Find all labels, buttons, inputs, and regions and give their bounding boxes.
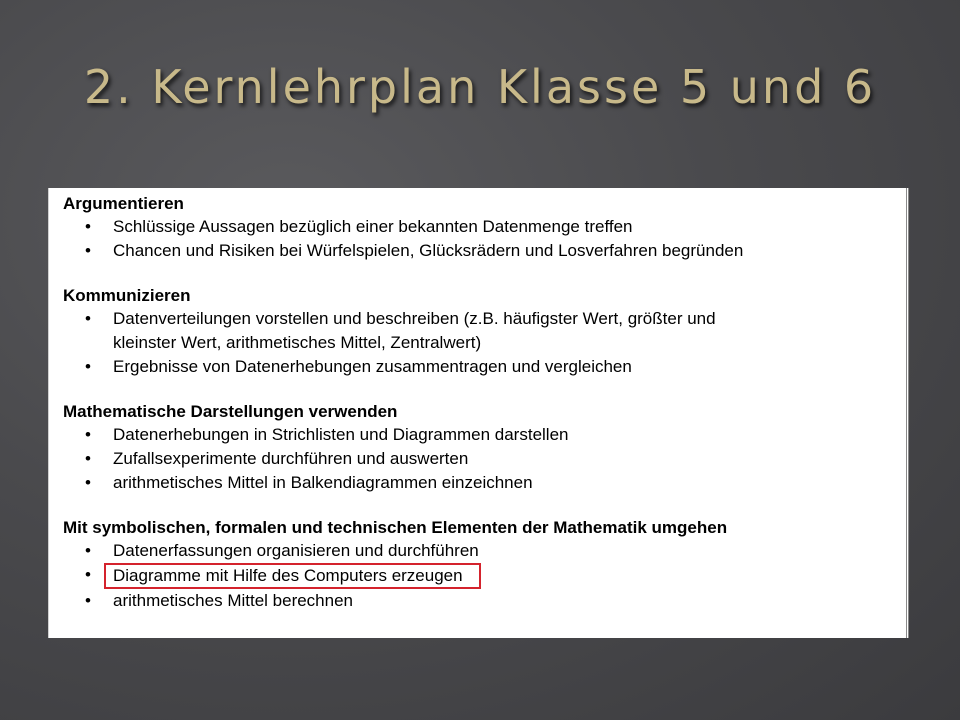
list-item — [63, 239, 906, 263]
section-symbolisch — [63, 516, 906, 613]
list-item — [63, 539, 906, 563]
list-item — [63, 307, 906, 331]
bullet-icon: • — [85, 449, 91, 468]
section-heading: Mathematische Darstellungen verwenden — [63, 402, 398, 421]
item-text: Datenerhebungen in Strichlisten und Diagrammen darstellen — [113, 425, 569, 444]
item-text: arithmetisches Mittel berechnen — [113, 591, 354, 610]
list-item-highlighted — [63, 563, 906, 589]
item-text: kleinster Wert, arithmetisches Mittel, Zentralwert) — [113, 333, 482, 352]
section-heading: Kommunizieren — [63, 286, 191, 305]
bullet-icon: • — [85, 309, 91, 328]
section-argumentieren — [63, 192, 906, 263]
list-item — [63, 215, 906, 239]
item-list — [63, 539, 906, 613]
section-heading: Mit symbolischen, formalen und technischen Elementen der Mathematik umgehen — [63, 518, 728, 537]
bullet-icon: • — [85, 565, 91, 584]
curriculum-excerpt — [48, 188, 909, 638]
slide-title: 2. Kernlehrplan Klasse 5 und 6 — [83, 60, 877, 114]
list-item — [63, 447, 906, 471]
section-heading: Argumentieren — [63, 194, 184, 213]
item-text: Datenerfassungen organisieren und durchführen — [113, 541, 479, 560]
bullet-icon: • — [85, 241, 91, 260]
highlight-box — [104, 563, 481, 589]
bullet-icon: • — [85, 541, 91, 560]
bullet-icon: • — [85, 473, 91, 492]
item-text: Chancen und Risiken bei Würfelspielen, Glücksrädern und Losverfahren begründen — [113, 241, 744, 260]
item-text: Zufallsexperimente durchführen und auswerten — [113, 449, 469, 468]
item-list — [63, 215, 906, 263]
item-text: arithmetisches Mittel in Balkendiagrammen einzeichnen — [113, 473, 533, 492]
bullet-icon: • — [85, 425, 91, 444]
list-item — [63, 471, 906, 495]
bullet-icon: • — [85, 357, 91, 376]
bullet-icon: • — [85, 591, 91, 610]
item-text: Schlüssige Aussagen bezüglich einer bekannten Datenmenge treffen — [113, 217, 633, 236]
section-darstellungen — [63, 400, 906, 495]
list-item — [63, 355, 906, 379]
bullet-icon: • — [85, 217, 91, 236]
item-text: Datenverteilungen vorstellen und beschreiben (z.B. häufigster Wert, größter und — [113, 309, 716, 328]
list-item-continuation — [63, 331, 906, 355]
item-list — [63, 423, 906, 495]
section-kommunizieren — [63, 284, 906, 379]
item-list — [63, 307, 906, 379]
item-text: Diagramme mit Hilfe des Computers erzeugen — [113, 566, 463, 585]
list-item — [63, 423, 906, 447]
item-text: Ergebnisse von Datenerhebungen zusammentragen und vergleichen — [113, 357, 632, 376]
list-item — [63, 589, 906, 613]
